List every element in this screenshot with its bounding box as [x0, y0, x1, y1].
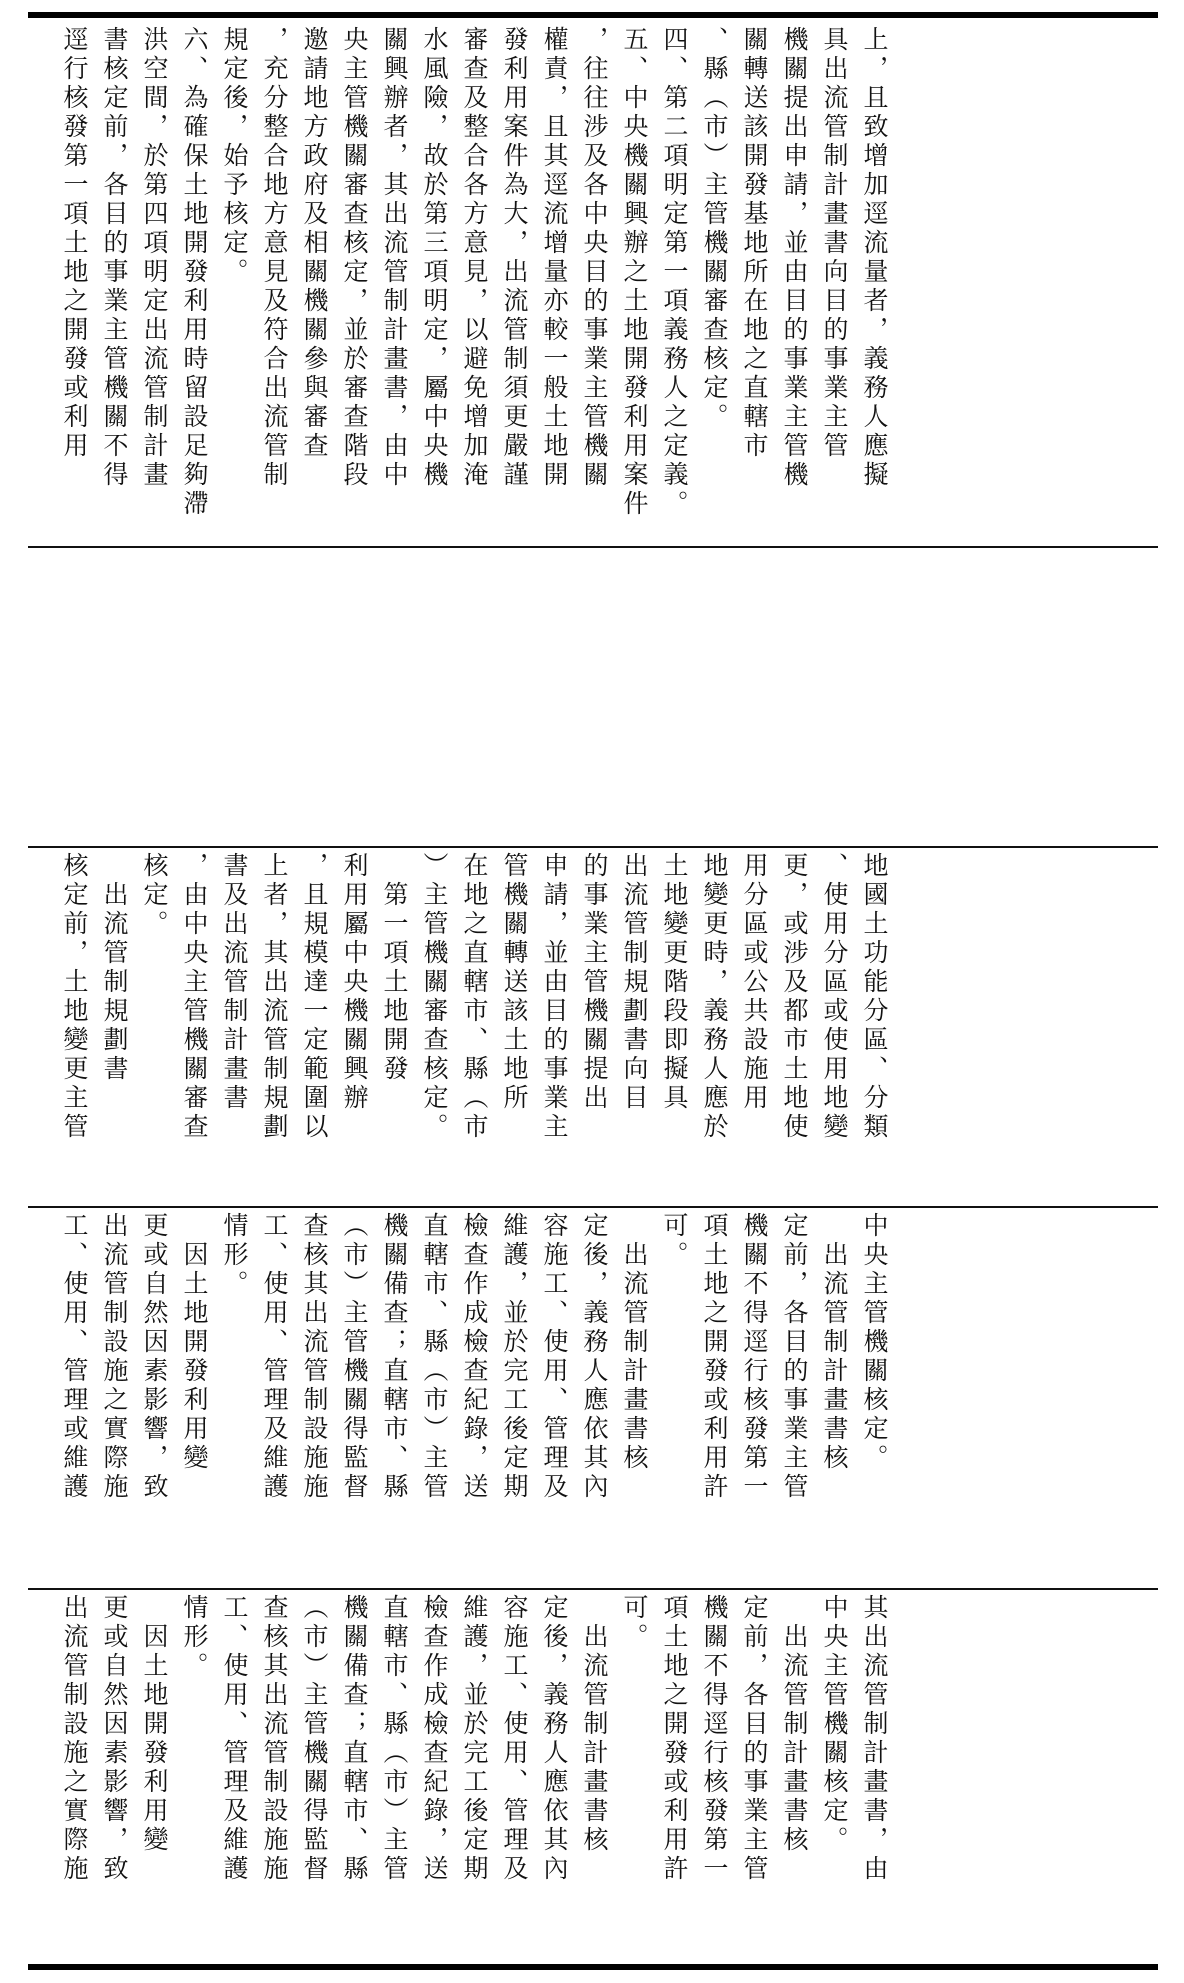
- text-line: 機關不得逕行核發第一: [740, 1212, 769, 1502]
- text-line: 關興辦者，其出流管制計畫書，由中: [380, 26, 409, 490]
- column-divider: [28, 1588, 1158, 1590]
- text-line: 更或自然因素影響，致: [100, 1594, 129, 1884]
- text-line: （市）主管機關得監督: [300, 1594, 329, 1884]
- text-line: 工、使用、管理或維護: [60, 1212, 89, 1502]
- text-line: 出流管制設施之實際施: [100, 1212, 129, 1502]
- text-line: （市）主管機關得監督: [340, 1212, 369, 1502]
- text-line: 出流管制設施之實際施: [60, 1594, 89, 1884]
- text-line: 第一項土地開發: [380, 852, 409, 1084]
- text-line: 直轄市、縣（市）主管: [380, 1594, 409, 1884]
- text-line: 中央主管機關核定。: [860, 1212, 889, 1473]
- text-line: 四、第二項明定第一項義務人之定義。: [660, 26, 689, 519]
- text-line: 項土地之開發或利用許: [700, 1212, 729, 1502]
- text-line: 關轉送該開發基地所在地之直轄市: [740, 26, 769, 461]
- text-line: 情形。: [220, 1212, 249, 1299]
- text-line: 工、使用、管理及維護: [220, 1594, 249, 1884]
- text-line: 因土地開發利用變: [180, 1212, 209, 1473]
- text-line: 定後，義務人應依其內: [580, 1212, 609, 1502]
- text-line: 央主管機關審查核定，並於審查階段: [340, 26, 369, 490]
- proposed-article-column: [54, 1212, 1154, 1584]
- text-line: 檢查作成檢查紀錄，送: [420, 1594, 449, 1884]
- text-line: 逕行核發第一項土地之開發或利用: [60, 26, 89, 461]
- text-line: 六、為確保土地開發利用時留設足夠滯: [180, 26, 209, 519]
- text-line: 直轄市、縣（市）主管: [420, 1212, 449, 1502]
- text-line: 利用屬中央機關興辦: [340, 852, 369, 1113]
- column-divider: [28, 1206, 1158, 1208]
- text-line: 出流管制計畫書核: [620, 1212, 649, 1473]
- text-line: 容施工、使用、管理及: [540, 1212, 569, 1502]
- text-line: 權責，且其逕流增量亦較一般土地開: [540, 26, 569, 490]
- text-line: 核定。: [140, 852, 169, 939]
- text-line: 其出流管制計畫書，由: [860, 1594, 889, 1884]
- text-line: 上者，其出流管制規劃: [260, 852, 289, 1142]
- text-line: 項土地之開發或利用許: [660, 1594, 689, 1884]
- text-line: 出流管制計畫書核: [820, 1212, 849, 1473]
- text-line: 檢查作成檢查紀錄，送: [460, 1212, 489, 1502]
- text-line: 具出流管制計畫書向目的事業主管: [820, 26, 849, 461]
- text-line: ）主管機關審查核定。: [420, 852, 449, 1142]
- text-line: 水風險，故於第三項明定，屬中央機: [420, 26, 449, 490]
- text-line: 書及出流管制計畫書: [220, 852, 249, 1113]
- text-line: 維護，並於完工後定期: [460, 1594, 489, 1884]
- current-article-column: [54, 1594, 1154, 1956]
- text-line: 書核定前，各目的事業主管機關不得: [100, 26, 129, 490]
- text-line: 上，且致增加逕流量者，義務人應擬: [860, 26, 889, 490]
- text-line: 的事業主管機關提出: [580, 852, 609, 1113]
- bottom-rule: [28, 1964, 1158, 1970]
- current-article-text: [54, 1594, 894, 1956]
- column-divider: [28, 546, 1158, 548]
- explanation-column: [54, 26, 1154, 540]
- text-line: 五、中央機關興辦之土地開發利用案件: [620, 26, 649, 519]
- text-line: 情形。: [180, 1594, 209, 1681]
- text-line: 維護，並於完工後定期: [500, 1212, 529, 1502]
- draft-article-text: [54, 852, 894, 1202]
- explanation-text: [54, 26, 894, 540]
- text-line: 中央主管機關核定。: [820, 1594, 849, 1855]
- text-line: 審查及整合各方意見，以避免增加淹: [460, 26, 489, 490]
- text-line: 工、使用、管理及維護: [260, 1212, 289, 1502]
- text-line: 地國土功能分區、分類: [860, 852, 889, 1142]
- text-line: 管機關轉送該土地所: [500, 852, 529, 1113]
- text-line: 容施工、使用、管理及: [500, 1594, 529, 1884]
- text-line: ，往往涉及各中央目的事業主管機關: [580, 26, 609, 490]
- text-line: 定前，各目的事業主管: [740, 1594, 769, 1884]
- draft-article-column: [54, 852, 1154, 1202]
- text-line: 核定前，土地變更主管: [60, 852, 89, 1142]
- text-line: 、使用分區或使用地變: [820, 852, 849, 1142]
- text-line: ，且規模達一定範圍以: [300, 852, 329, 1142]
- text-line: 地變更時，義務人應於: [700, 852, 729, 1142]
- text-line: 發利用案件為大，出流管制須更嚴謹: [500, 26, 529, 490]
- text-line: 可。: [620, 1594, 649, 1652]
- text-line: 更，或涉及都市土地使: [780, 852, 809, 1142]
- text-line: 查核其出流管制設施施: [300, 1212, 329, 1502]
- text-line: 申請，並由目的事業主: [540, 852, 569, 1142]
- text-line: 定後，義務人應依其內: [540, 1594, 569, 1884]
- text-line: 、縣（市）主管機關審查核定。: [700, 26, 729, 432]
- text-line: 機關備查；直轄市、縣: [380, 1212, 409, 1502]
- text-line: 機關提出申請，並由目的事業主管機: [780, 26, 809, 490]
- text-line: 可。: [660, 1212, 689, 1270]
- text-line: 機關不得逕行核發第一: [700, 1594, 729, 1884]
- top-rule: [28, 12, 1158, 18]
- text-line: 出流管制規劃書向目: [620, 852, 649, 1113]
- text-line: 在地之直轄市、縣（市: [460, 852, 489, 1142]
- text-line: ，由中央主管機關審查: [180, 852, 209, 1142]
- text-line: ，充分整合地方意見及符合出流管制: [260, 26, 289, 490]
- text-line: 出流管制計畫書核: [580, 1594, 609, 1855]
- text-line: 用分區或公共設施用: [740, 852, 769, 1113]
- text-line: 機關備查；直轄市、縣: [340, 1594, 369, 1884]
- text-line: 定前，各目的事業主管: [780, 1212, 809, 1502]
- text-line: 出流管制計畫書核: [780, 1594, 809, 1855]
- proposed-article-text: [54, 1212, 894, 1584]
- text-line: 更或自然因素影響，致: [140, 1212, 169, 1502]
- text-line: 出流管制規劃書: [100, 852, 129, 1084]
- text-line: 查核其出流管制設施施: [260, 1594, 289, 1884]
- text-line: 邀請地方政府及相關機關參與審查: [300, 26, 329, 461]
- text-line: 土地變更階段即擬具: [660, 852, 689, 1113]
- text-line: 洪空間，於第四項明定出流管制計畫: [140, 26, 169, 490]
- text-line: 因土地開發利用變: [140, 1594, 169, 1855]
- column-divider: [28, 846, 1158, 848]
- text-line: 規定後，始予核定。: [220, 26, 249, 287]
